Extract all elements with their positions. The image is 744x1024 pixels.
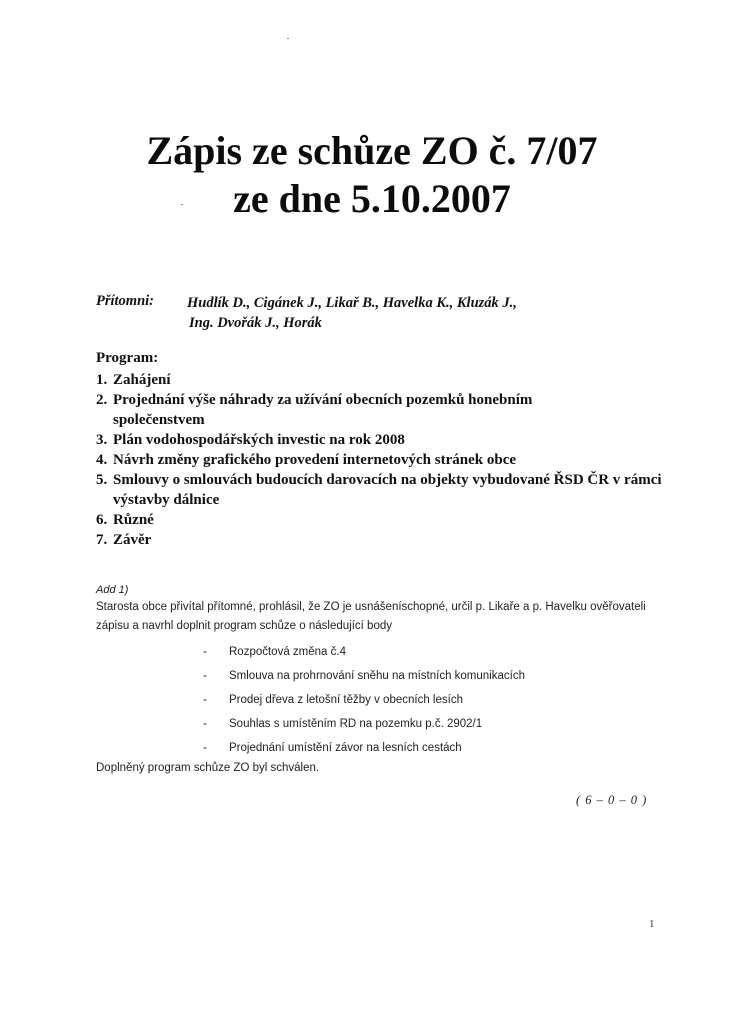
present-label: Přítomni:: [96, 293, 155, 309]
dash-bullet: -: [203, 742, 207, 754]
program-item-text: Návrh změny grafického provedení internetových stránek obce: [113, 452, 517, 468]
approval-statement: Doplněný program schůze ZO byl schválen.: [96, 762, 320, 774]
program-item-text: Různé: [113, 512, 154, 528]
program-item-number: 3.: [96, 432, 108, 448]
program-item: [96, 530, 656, 550]
added-item-text: Prodej dřeva z letošní těžby v obecních lesích: [229, 694, 463, 706]
dash-bullet: -: [203, 646, 207, 658]
program-item-number: 2.: [96, 392, 108, 408]
dash-bullet: -: [203, 718, 207, 730]
program-heading: Program:: [96, 350, 159, 366]
program-item-text: Závěr: [113, 532, 152, 548]
program-item: [96, 510, 656, 530]
added-item-text: Rozpočtová změna č.4: [229, 646, 346, 658]
added-item: [200, 640, 525, 664]
program-item: [96, 370, 656, 390]
added-item-text: Smlouva na prohrnování sněhu na místních komunikacích: [229, 670, 525, 682]
present-names-line1: Hudlík D., Cigánek J., Likař B., Havelka K., Kluzák J.,: [187, 295, 517, 311]
program-item-text: Zahájení: [113, 372, 171, 388]
added-item: [200, 688, 525, 712]
document-title-line1: Zápis ze schůze ZO č. 7/07: [146, 128, 598, 173]
program-item: [96, 470, 673, 510]
dash-bullet: -: [203, 694, 207, 706]
program-item-text: Smlouvy o smlouvách budoucích darovacích na objekty vybudované ŘSD ČR v rámci výstavby dálnice: [113, 472, 662, 508]
page-number: 1: [649, 918, 655, 930]
program-list: [96, 370, 662, 550]
program-item-number: 6.: [96, 512, 108, 528]
program-item-number: 5.: [96, 472, 108, 488]
added-item: [200, 664, 525, 688]
document-title-line2: ze dne 5.10.2007: [233, 176, 511, 221]
scan-speck: [287, 38, 289, 39]
section-heading-add1: Add 1): [96, 584, 129, 596]
program-item-text: Plán vodohospodářských investic na rok 2008: [113, 432, 405, 448]
added-item-text: Souhlas s umístěním RD na pozemku p.č. 2902/1: [229, 718, 483, 730]
program-item: [96, 450, 656, 470]
vote-result: ( 6 – 0 – 0 ): [576, 793, 648, 807]
program-item: [96, 390, 543, 430]
program-item-text: Projednání výše náhrady za užívání obecních pozemků honebním společenstvem: [113, 392, 533, 428]
program-item-number: 1.: [96, 372, 108, 388]
added-item-text: Projednání umístění závor na lesních cestách: [229, 742, 462, 754]
added-item: [200, 736, 525, 760]
present-names-line2: Ing. Dvořák J., Horák: [189, 315, 322, 331]
dash-bullet: -: [203, 670, 207, 682]
program-item: [96, 430, 656, 450]
present-names: [187, 293, 617, 333]
added-items-list: [200, 640, 525, 760]
program-item-number: 7.: [96, 532, 108, 548]
program-item-number: 4.: [96, 452, 108, 468]
section-paragraph: Starosta obce přivítal přítomné, prohlásil, že ZO je usnášeníschopné, určil p. Likaře a p. Havelku ověřovateli zápisu a navrhl doplnit program schůze o následující body: [96, 601, 646, 632]
added-item: [200, 712, 525, 736]
